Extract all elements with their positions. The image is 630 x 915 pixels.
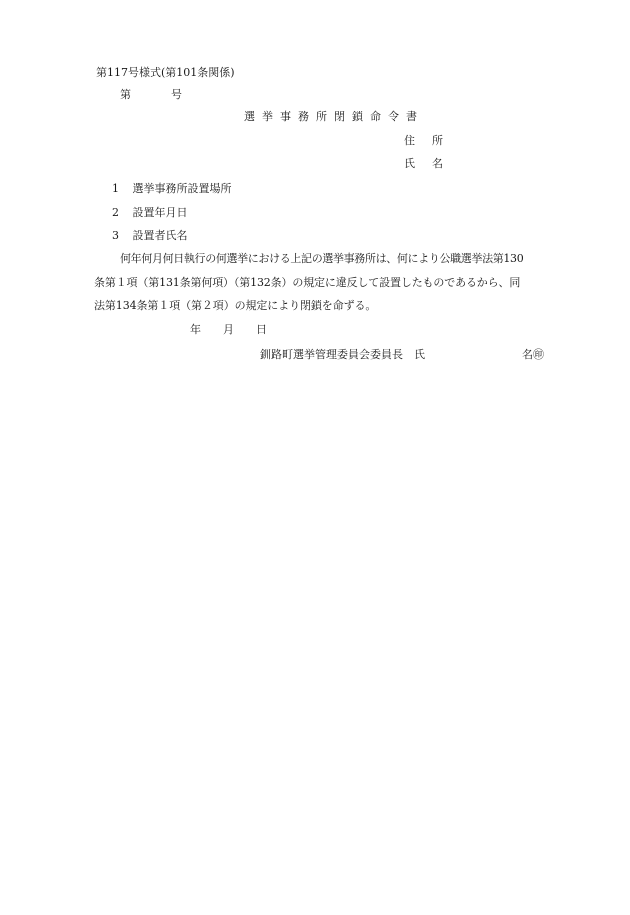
issuer-line: 釧路町選挙管理委員会委員長 氏 bbox=[260, 348, 425, 361]
item-number: 1 bbox=[112, 182, 119, 195]
address-label: 住 所 bbox=[404, 134, 446, 147]
body-line: 法第134条第１項（第２項）の規定により閉鎖を命ずる。 bbox=[94, 299, 377, 312]
body-line: 何年何月何日執行の何選挙における上記の選挙事務所は、何により公職選挙法第130 bbox=[120, 252, 524, 265]
list-item bbox=[112, 182, 232, 196]
item-number: 3 bbox=[112, 229, 119, 242]
page-title: 選挙事務所閉鎖命令書 bbox=[244, 110, 424, 123]
item-text: 設置年月日 bbox=[132, 206, 188, 219]
list-item bbox=[112, 229, 188, 243]
form-number: 第117号様式(第101条関係) bbox=[96, 66, 235, 79]
document-number: 第 号 bbox=[120, 88, 188, 101]
list-item bbox=[112, 206, 188, 220]
item-text: 選挙事務所設置場所 bbox=[132, 182, 232, 195]
name-label: 氏 名 bbox=[404, 157, 446, 170]
seal-mark: 名㊞ bbox=[522, 348, 544, 361]
item-number: 2 bbox=[112, 206, 119, 219]
body-line: 条第１項（第131条第何項）（第132条）の規定に違反して設置したものであるから、同 bbox=[94, 276, 521, 289]
item-text: 設置者氏名 bbox=[132, 229, 188, 242]
date-line: 年 月 日 bbox=[190, 323, 267, 336]
